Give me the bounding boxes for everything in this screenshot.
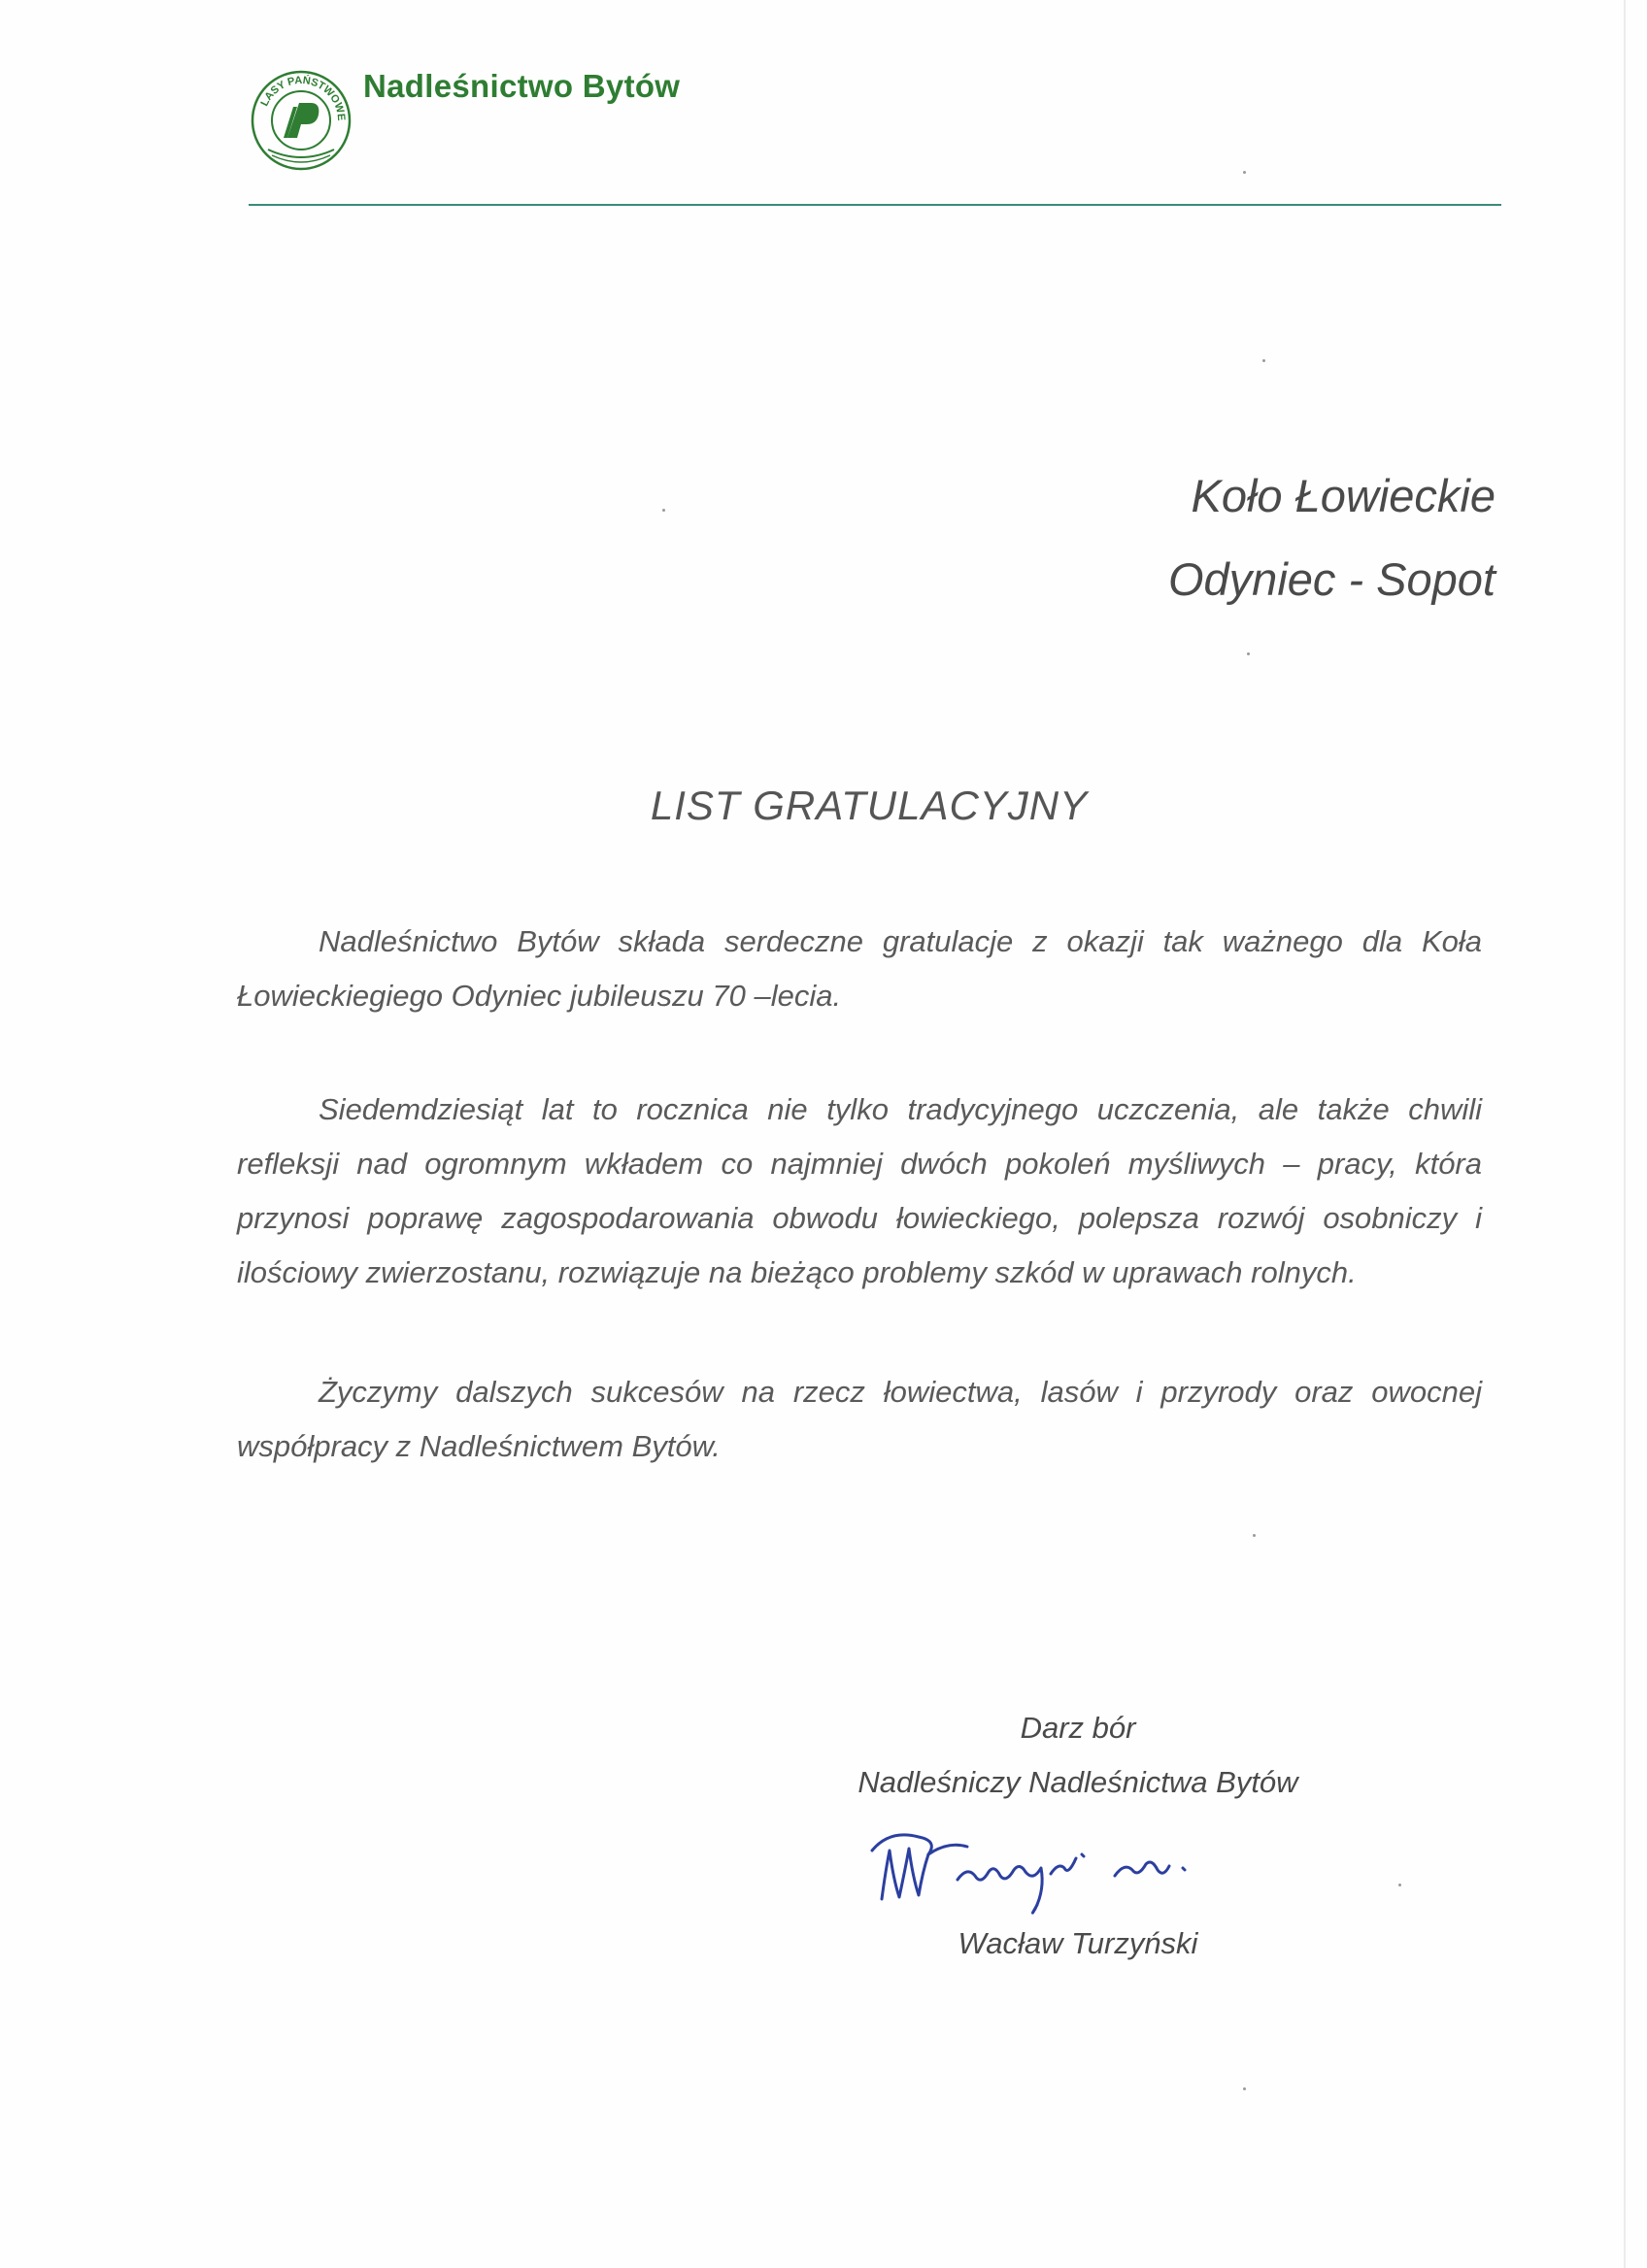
letterhead xyxy=(249,68,1501,204)
paragraph-2-text: Siedemdziesiąt lat to rocznica nie tylko tradycyjnego uczczenia, ale także chwili refleksji nad ogromnym wkładem co najmniej dwóch pokoleń myśliwych – pracy, która przynosi poprawę zagospodarowania obwodu łowieckiego, polepsza rozwój osobniczy i ilościowy zwierzostanu, rozwiązuje na bieżąco problemy szkód w uprawach rolnych. xyxy=(237,1092,1482,1289)
svg-text:LASY PAŃSTWOWE: LASY PAŃSTWOWE xyxy=(258,74,348,121)
addressee-line-2: Odyniec - Sopot xyxy=(1167,553,1496,605)
paragraph-2 xyxy=(237,1083,1482,1300)
paragraph-1-text: Nadleśnictwo Bytów składa serdeczne gratulacje z okazji tak ważnego dla Koła Łowieckiegiego Odyniec jubileuszu 70 –lecia. xyxy=(237,924,1482,1013)
scan-speck xyxy=(1243,171,1246,174)
paragraph-3-text: Życzymy dalszych sukcesów na rzecz łowiectwa, lasów i przyrody oraz owocnej współpracy z Nadleśnictwem Bytów. xyxy=(237,1375,1482,1463)
addressee-line-1: Koło Łowieckie xyxy=(1191,470,1496,521)
header-divider xyxy=(249,204,1501,206)
lasy-panstwowe-logo-icon xyxy=(249,68,353,173)
addressee-block xyxy=(1168,454,1496,621)
paragraph-1 xyxy=(237,915,1482,1023)
scan-speck xyxy=(1253,1534,1256,1537)
handwritten-signature-icon xyxy=(860,1812,1249,1928)
closing-block xyxy=(777,1701,1379,1810)
signer-name: Wacław Turzyński xyxy=(958,1926,1198,1960)
scan-edge xyxy=(1624,0,1626,2268)
scan-speck xyxy=(1398,1884,1401,1886)
scan-speck xyxy=(1247,652,1250,655)
letter-title: LIST GRATULACYJNY xyxy=(650,783,1089,828)
closing-greeting: Darz bór xyxy=(1020,1711,1136,1745)
scan-speck xyxy=(1262,359,1265,362)
signer-position: Nadleśniczy Nadleśnictwa Bytów xyxy=(857,1765,1298,1799)
organization-name: Nadleśnictwo Bytów xyxy=(363,68,681,104)
scan-speck xyxy=(1243,2087,1246,2090)
scan-speck xyxy=(662,509,665,512)
paragraph-3 xyxy=(237,1365,1482,1474)
